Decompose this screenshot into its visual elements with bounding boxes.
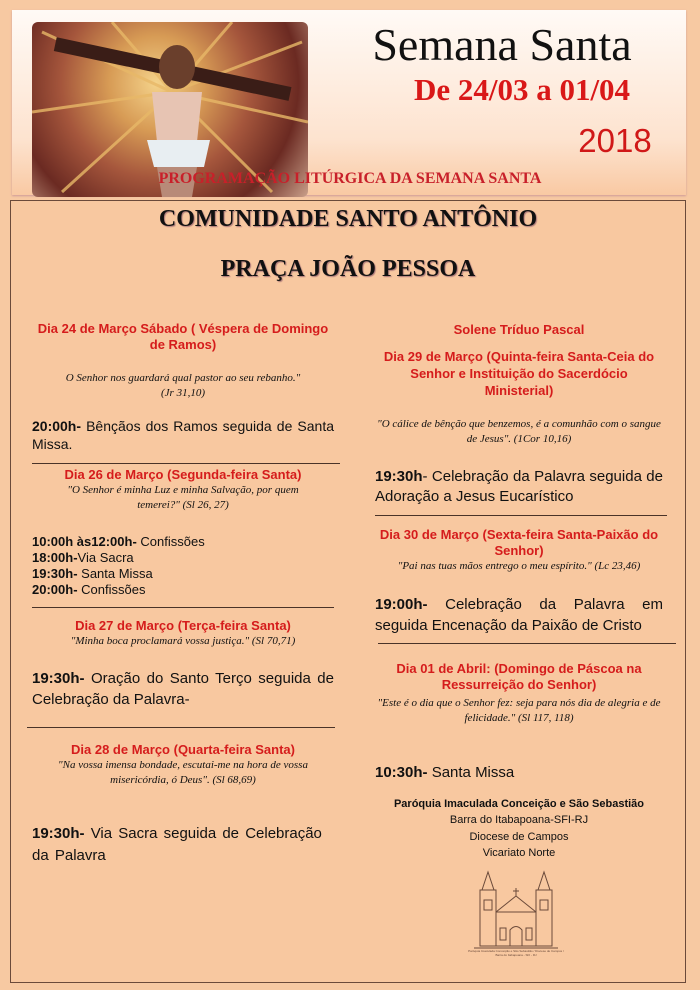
- schedule-item: 20:00h- Confissões: [32, 582, 146, 597]
- schedule-item: 20:00h- Bênçãos dos Ramos seguida de Santa Missa.: [32, 418, 334, 452]
- day-quote: "Este é o dia que o Senhor fez: seja para nós dia de alegria e de felicidade." (Sl 117, 118): [377, 697, 661, 724]
- schedule-item: 19:00h- Celebração da Palavra em seguida Encenação da Paixão de Cristo: [375, 596, 663, 634]
- schedule-item: 10:00h às12:00h- Confissões: [32, 534, 205, 549]
- day-quote: "O cálice de bênção que benzemos, é a comunhão com o sangue de Jesus". (1Cor 10,16): [377, 418, 661, 445]
- logo-caption: Paróquia Imaculada Conceição e São Sebastião / Diocese de Campos / Barra do Itabapoana - SFI - RJ: [468, 949, 564, 957]
- divider: [375, 515, 667, 516]
- community-name: COMUNIDADE SANTO ANTÔNIO: [158, 206, 538, 232]
- year: 2018: [578, 122, 652, 159]
- day-title: Dia 01 de Abril: (Domingo de Páscoa na Ressurreição do Senhor): [396, 661, 642, 692]
- day-title: Dia 24 de Março Sábado ( Véspera de Domingo de Ramos): [37, 321, 329, 352]
- program-subtitle: PROGRAMAÇÃO LITÚRGICA DA SEMANA SANTA: [158, 170, 542, 187]
- day-title: Dia 28 de Março (Quarta-feira Santa): [71, 742, 295, 757]
- divider: [378, 643, 676, 644]
- day-quote: "O Senhor é minha Luz e minha Salvação, por quem temerei?" (Sl 26, 27): [67, 484, 299, 511]
- day-title: Dia 29 de Março (Quinta-feira Santa-Ceia do Senhor e Instituição do Sacerdócio Ministerial): [383, 349, 655, 398]
- triduo-heading: Solene Tríduo Pascal: [453, 322, 585, 337]
- divider: [32, 607, 334, 608]
- schedule-item: 10:30h- Santa Missa: [375, 764, 515, 781]
- day-quote: "Minha boca proclamará vossa justiça." (Sl 70,71): [70, 635, 296, 647]
- day-title: Dia 30 de Março (Sexta-feira Santa-Paixão do Senhor): [379, 527, 659, 558]
- schedule-item: 19:30h- Oração do Santo Terço seguida de Celebração da Palavra-: [32, 670, 334, 708]
- schedule-item: 18:00h-Via Sacra: [32, 550, 134, 565]
- church-logo: [468, 868, 564, 963]
- date-range: De 24/03 a 01/04: [413, 72, 631, 107]
- parish-name: Paróquia Imaculada Conceição e São Sebastião: [393, 798, 645, 810]
- schedule-item: 19:30h- Via Sacra seguida de Celebração da Palavra: [32, 825, 322, 864]
- vicariate: Vicariato Norte: [482, 847, 556, 859]
- community-place: PRAÇA JOÃO PESSOA: [220, 256, 476, 282]
- poster-title: Semana Santa: [372, 19, 632, 70]
- parish-location: Barra do Itabapoana-SFI-RJ: [449, 814, 589, 826]
- day-title: Dia 26 de Março (Segunda-feira Santa): [64, 467, 302, 482]
- day-quote: O Senhor nos guardará qual pastor ao seu rebanho." (Jr 31,10): [65, 372, 301, 399]
- day-quote: "Pai nas tuas mãos entrego o meu espírito." (Lc 23,46): [397, 560, 641, 572]
- day-quote: "Na vossa imensa bondade, escutai-me na hora de vossa misericórdia, ó Deus". (Sl 68,69): [58, 759, 308, 786]
- schedule-item: 19:30h- Santa Missa: [32, 566, 153, 581]
- schedule-item: 19:30h- Celebração da Palavra seguida de Adoração a Jesus Eucarístico: [375, 468, 663, 505]
- divider: [32, 463, 340, 464]
- diocese: Diocese de Campos: [469, 831, 569, 843]
- divider: [27, 727, 335, 728]
- schedule-list: [32, 534, 334, 598]
- day-title: Dia 27 de Março (Terça-feira Santa): [75, 618, 291, 633]
